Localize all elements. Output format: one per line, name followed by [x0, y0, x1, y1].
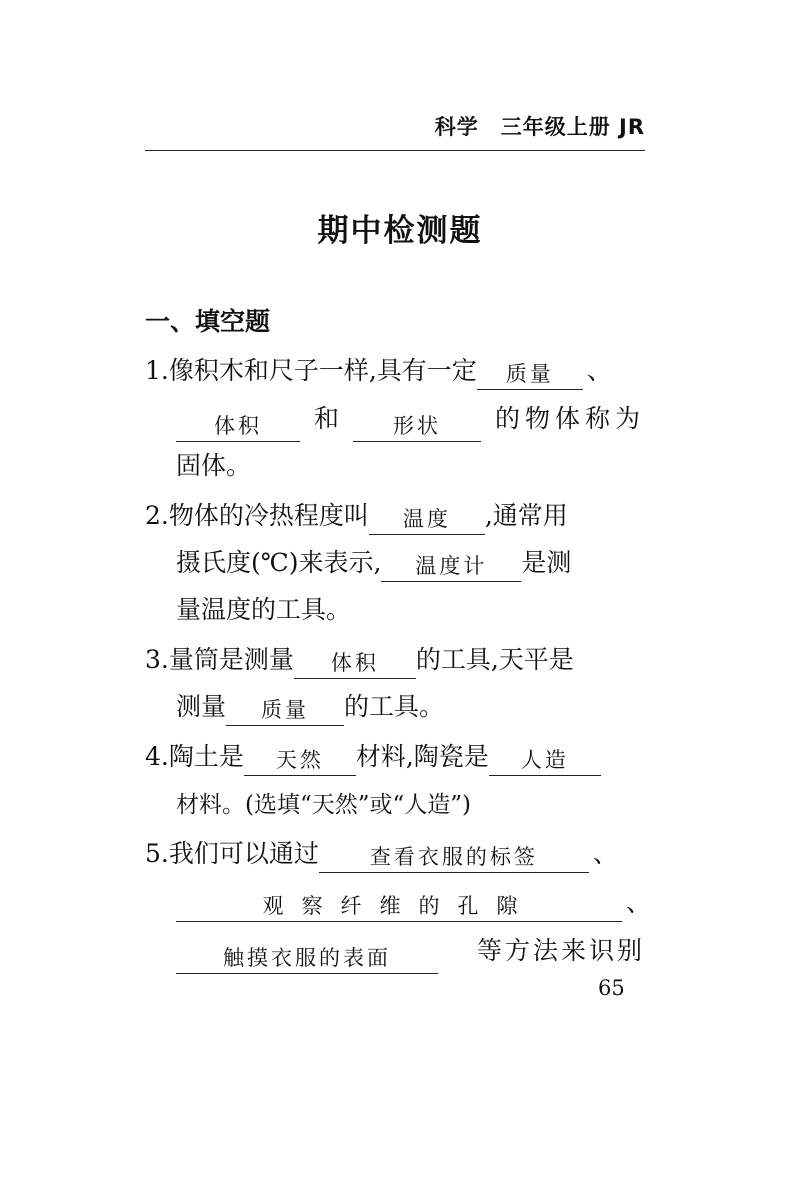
q1-answer-2: 体积 — [176, 411, 300, 442]
q2-text-2: 摄氏度(℃)来表示, — [176, 548, 382, 577]
q4-answer-1: 天然 — [244, 745, 356, 776]
page-title: 期中检测题 — [317, 213, 483, 249]
page-header — [145, 112, 645, 151]
q1-answer-3: 形状 — [353, 411, 481, 442]
grade-label: 三年级上册 JR — [500, 115, 645, 139]
q1-line3 — [176, 443, 645, 489]
q5-answer-3: 触摸衣服的表面 — [176, 943, 438, 974]
q5-prefix: 5.我们可以通过 — [145, 839, 319, 868]
q3-answer-2: 质量 — [226, 695, 344, 726]
q1-separator: 、 — [586, 356, 612, 385]
q5-separator-1: 、 — [592, 839, 618, 868]
q2-answer-2: 温度计 — [381, 551, 521, 582]
q1-answer-1: 质量 — [477, 359, 583, 390]
q5-line2 — [176, 880, 652, 926]
q3-end: 的工具。 — [344, 692, 445, 721]
q2-end: 量温度的工具。 — [176, 595, 352, 624]
q4-prefix: 4.陶土是 — [145, 742, 244, 771]
q5-separator-2: 、 — [626, 888, 652, 917]
q4-line1 — [145, 734, 645, 780]
q3-text-2: 测量 — [176, 692, 227, 721]
q2-text-1: ,通常用 — [484, 501, 568, 530]
q4-answer-2: 人造 — [489, 745, 601, 776]
q4-end: 材料。(选填“天然”或“人造”) — [176, 792, 471, 818]
q2-line1 — [145, 493, 645, 539]
q2-prefix: 2.物体的冷热程度叫 — [145, 501, 369, 530]
q3-text-1: 的工具,天平是 — [415, 645, 574, 674]
q1-prefix: 1.像积木和尺子一样,具有一定 — [145, 356, 477, 385]
q2-answer-1: 温度 — [369, 504, 485, 535]
q3-line2 — [176, 684, 645, 730]
q1-end: 固体。 — [176, 451, 252, 480]
q5-line3 — [176, 928, 645, 974]
section-heading: 一、填空题 — [145, 307, 271, 336]
q3-prefix: 3.量筒是测量 — [145, 645, 294, 674]
q2-line2 — [176, 540, 645, 586]
q5-suffix: 等方法来识别 — [476, 936, 645, 965]
q4-text-1: 材料,陶瓷是 — [355, 742, 489, 771]
q5-line1 — [145, 831, 645, 877]
subject-label: 科学 — [434, 115, 479, 139]
q5-answer-1: 查看衣服的标签 — [319, 842, 589, 873]
q2-text-3: 是测 — [521, 548, 572, 577]
q5-answer-2: 观察纤维的孔隙 — [176, 891, 622, 922]
q3-answer-1: 体积 — [294, 648, 416, 679]
q1-line1 — [145, 348, 645, 394]
q1-and: 和 — [313, 404, 339, 433]
q2-line3 — [176, 587, 645, 633]
q4-line2 — [176, 781, 645, 827]
q1-line2 — [176, 396, 645, 442]
q1-suffix: 的物体称为 — [494, 404, 645, 433]
q3-line1 — [145, 637, 645, 683]
page-number: 65 — [598, 976, 625, 1000]
